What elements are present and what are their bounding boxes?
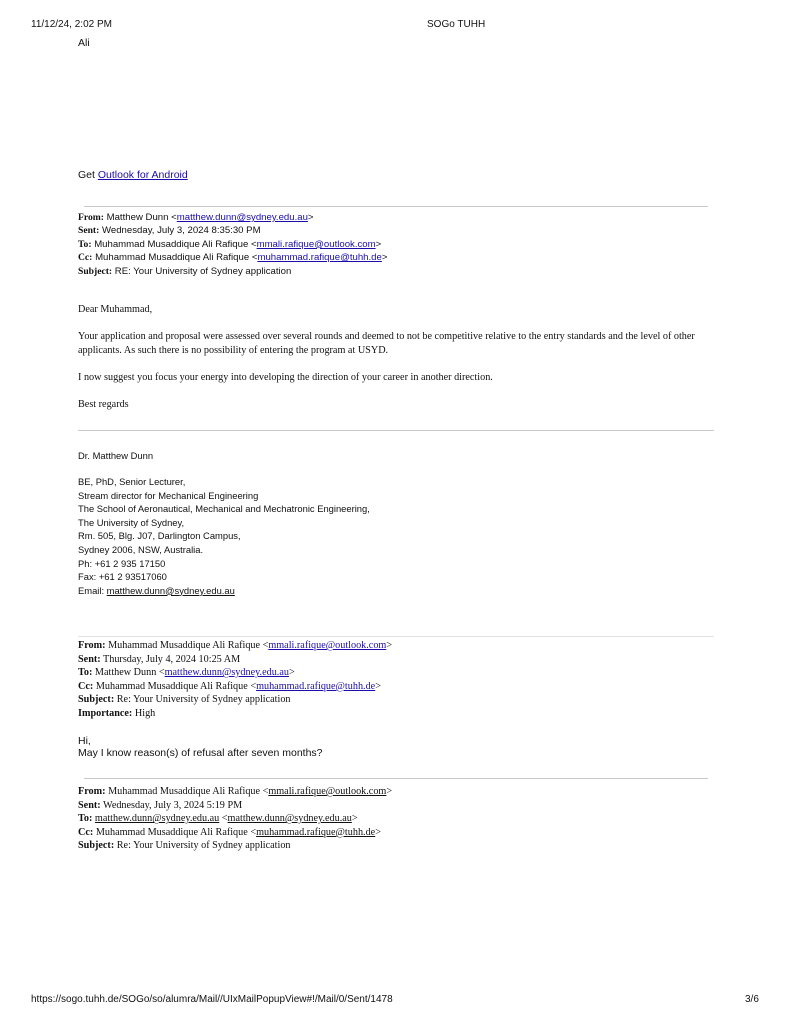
divider — [78, 636, 714, 637]
msg2-from-email-link[interactable]: mmali.rafique@outlook.com — [268, 640, 387, 651]
signature-divider — [78, 430, 714, 431]
outlook-promo-prefix: Get — [78, 169, 98, 181]
msg2-importance-row: Importance: High — [78, 707, 156, 719]
outlook-for-android-link[interactable]: Outlook for Android — [97, 169, 188, 181]
msg2-sent-row: Sent: Thursday, July 4, 2024 10:25 AM — [78, 653, 241, 665]
msg1-header — [78, 211, 387, 278]
msg1-sent-row: Sent: Wednesday, July 3, 2024 8:35:30 PM — [78, 225, 261, 237]
msg1-closing: Best regards — [78, 399, 129, 410]
name-fragment: Ali — [78, 37, 90, 49]
msg3-cc-email-link[interactable]: muhammad.rafique@tuhh.de — [256, 826, 376, 838]
msg3-to-email-link[interactable]: matthew.dunn@sydney.edu.au — [94, 813, 220, 825]
msg2-hi: Hi, — [78, 735, 91, 747]
msg3-cc-row: Cc: Muhammad Musaddique Ali Rafique <muhammad.rafique@tuhh.de> — [78, 826, 381, 838]
signature-line: The University of Sydney, — [78, 516, 185, 528]
msg1-para1-line2: applicants. As such there is no possibility of entering the program at USYD. — [78, 345, 389, 356]
signature-line: Stream director for Mechanical Engineering — [78, 489, 259, 501]
msg3-from-row: From: Muhammad Musaddique Ali Rafique <mmali.rafique@outlook.com> — [78, 786, 393, 797]
msg1-to-row: To: Muhammad Musaddique Ali Rafique <mmali.rafique@outlook.com> — [78, 238, 382, 250]
msg1-para2: I now suggest you focus your energy into developing the direction of your career in another direction. — [78, 372, 493, 383]
print-page-title: SOGo TUHH — [427, 19, 486, 30]
msg1-greeting: Dear Muhammad, — [78, 304, 153, 315]
signature-name: Dr. Matthew Dunn — [78, 450, 154, 461]
divider — [84, 778, 708, 779]
print-datetime: 11/12/24, 2:02 PM — [31, 19, 112, 30]
print-page-number: 3/6 — [745, 994, 759, 1005]
print-url: https://sogo.tuhh.de/SOGo/so/alumra/Mail//UIxMailPopupView#!/Mail/0/Sent/1478 — [31, 994, 393, 1005]
msg2-header — [78, 639, 392, 721]
signature-line: The School of Aeronautical, Mechanical and Mechatronic Engineering, — [78, 503, 370, 515]
msg2-cc-email-link[interactable]: muhammad.rafique@tuhh.de — [256, 680, 376, 692]
signature-line: Rm. 505, Blg. J07, Darlington Campus, — [78, 530, 241, 542]
msg2-question: May I know reason(s) of refusal after seven months? — [78, 747, 323, 759]
msg1-subject-row: Subject: RE: Your University of Sydney application — [78, 265, 292, 277]
msg1-from-email-link[interactable]: matthew.dunn@sydney.edu.au — [176, 212, 308, 223]
msg1-from-row: From: Matthew Dunn <matthew.dunn@sydney.edu.au> — [78, 212, 314, 223]
signature-email-row: Email: matthew.dunn@sydney.edu.au — [78, 584, 235, 596]
divider — [84, 206, 708, 207]
signature-block — [78, 475, 370, 597]
msg2-from-row: From: Muhammad Musaddique Ali Rafique <mmali.rafique@outlook.com> — [78, 640, 393, 651]
msg3-subject-row: Subject: Re: Your University of Sydney application — [78, 840, 291, 852]
signature-line: BE, PhD, Senior Lecturer, — [78, 476, 186, 487]
msg3-from-email-link[interactable]: mmali.rafique@outlook.com — [268, 786, 387, 797]
msg2-to-email-link[interactable]: matthew.dunn@sydney.edu.au — [164, 667, 289, 679]
signature-line: Ph: +61 2 935 17150 — [78, 557, 166, 569]
msg3-sent-row: Sent: Wednesday, July 3, 2024 5:19 PM — [78, 799, 243, 811]
outlook-promo — [78, 169, 188, 181]
msg3-to-email-link-2[interactable]: matthew.dunn@sydney.edu.au — [227, 813, 352, 825]
msg1-cc-email-link[interactable]: muhammad.rafique@tuhh.de — [257, 252, 382, 264]
msg1-cc-row: Cc: Muhammad Musaddique Ali Rafique <muhammad.rafique@tuhh.de> — [78, 252, 388, 264]
msg3-to-row: To: matthew.dunn@sydney.edu.au <matthew.dunn@sydney.edu.au> — [78, 813, 358, 825]
msg3-header — [78, 785, 392, 853]
msg2-to-row: To: Matthew Dunn <matthew.dunn@sydney.edu.au> — [78, 667, 295, 679]
signature-line: Fax: +61 2 93517060 — [78, 571, 167, 583]
msg1-para1-line1: Your application and proposal were assessed over several rounds and deemed to not be competitive relative to the entry standards and the level of other — [78, 331, 695, 342]
msg1-to-email-link[interactable]: mmali.rafique@outlook.com — [256, 238, 376, 250]
signature-email-link[interactable]: matthew.dunn@sydney.edu.au — [106, 584, 235, 596]
msg2-subject-row: Subject: Re: Your University of Sydney application — [78, 694, 291, 706]
msg2-cc-row: Cc: Muhammad Musaddique Ali Rafique <muhammad.rafique@tuhh.de> — [78, 680, 381, 692]
signature-line: Sydney 2006, NSW, Australia. — [78, 543, 204, 555]
